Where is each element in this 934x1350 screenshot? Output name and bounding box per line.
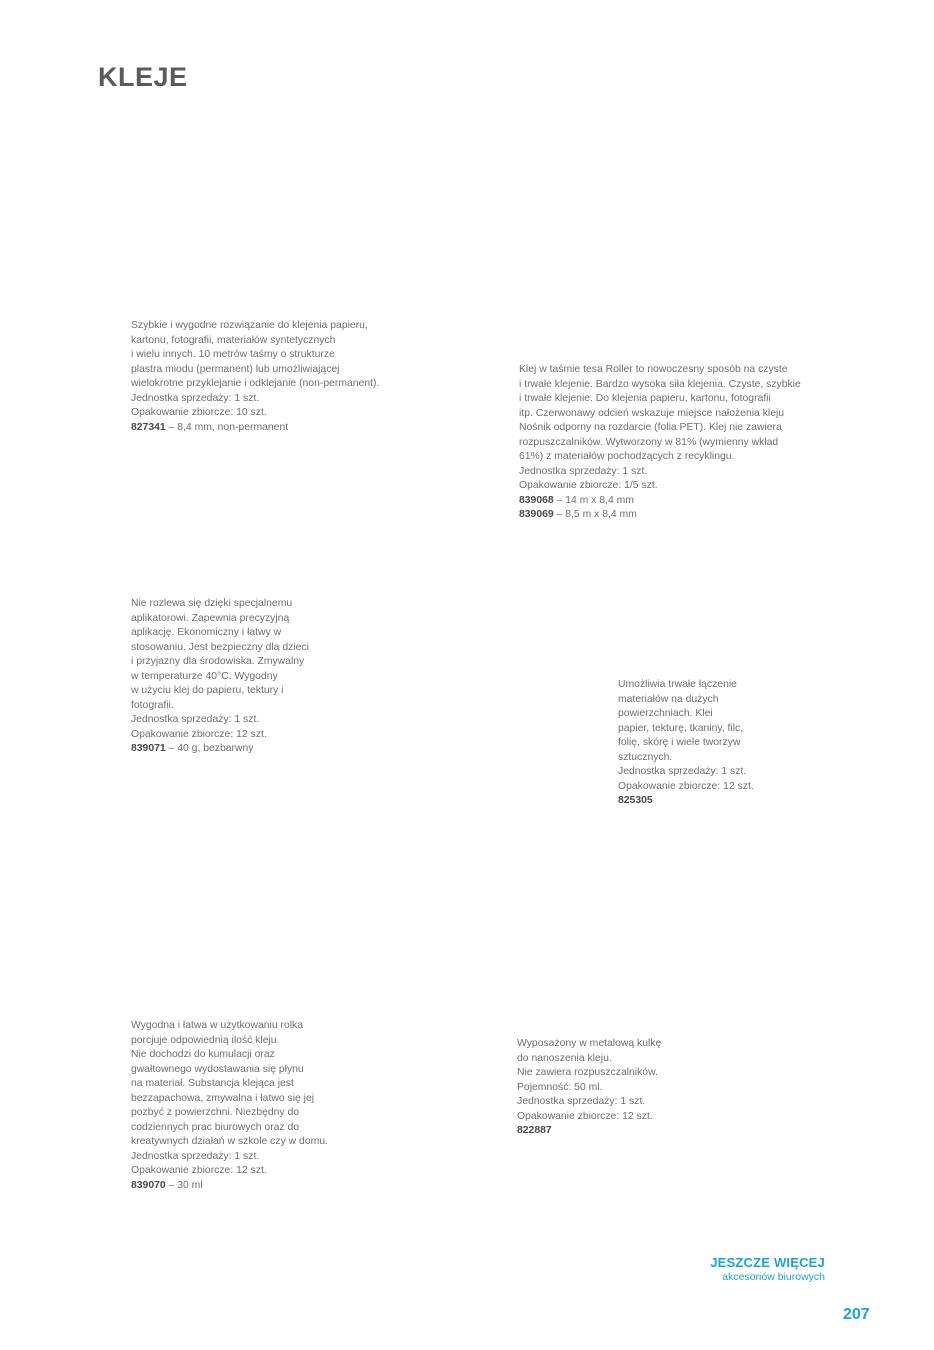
product-variant: [519, 508, 801, 523]
description-line: Opakowanie zbiorcze: 12 szt.: [517, 1110, 653, 1122]
description-line: wielokrotne przyklejanie i odklejanie (non-permanent).: [131, 378, 380, 389]
description-line: Nośnik odporny na rozdarcie (folia PET). Klej nie zawiera: [519, 422, 782, 433]
description-line: plastra miodu (permanent) lub umożliwiającej: [131, 363, 340, 375]
product-variant: [517, 1124, 661, 1139]
description-line: stosowaniu. Jest bezpieczny dla dzieci: [131, 641, 309, 653]
description-line: sztucznych.: [618, 751, 673, 763]
description-line: codziennych prac biurowych oraz do: [131, 1121, 300, 1133]
description-line: 61%) z materiałów pochodzących z recyklingu.: [519, 451, 735, 462]
promo-more-accessories[interactable]: [710, 1255, 825, 1283]
promo-subtitle: akcesoriów biurowych: [722, 1271, 825, 1283]
description-line: itp. Czerwonawy odcień wskazuje miejsce nałożenia kleju: [519, 407, 785, 419]
description-line: rozpuszczalników. Wytworzony w 81% (wymienny wkład: [519, 436, 779, 448]
description-line: kartonu, fotografii, materiałów syntetycznych: [131, 334, 336, 346]
variant-description: – 8,5 m x 8,4 mm: [553, 509, 637, 520]
description-line: Klej w taśmie tesa Roller to nowoczesny sposób na czyste: [519, 364, 788, 375]
description-line: aplikację. Ekonomiczny i łatwy w: [131, 627, 282, 638]
description-line: kreatywnych działań w szkole czy w domu.: [131, 1136, 328, 1147]
description-line: Opakowanie zbiorcze: 1/5 szt.: [519, 480, 658, 491]
description-line: w użyciu klej do papieru, tektury i: [131, 685, 284, 696]
description-line: Pojemność: 50 ml.: [517, 1081, 603, 1093]
description-line: Wygodna i łatwa w użytkowaniu rolka: [131, 1020, 304, 1031]
description-line: i wielu innych. 10 metrów taśmy o strukturze: [131, 349, 335, 360]
product-variant: [131, 742, 309, 757]
product-description: [131, 597, 309, 757]
product-description: [519, 363, 801, 523]
product-code: 822887: [517, 1125, 552, 1136]
description-line: do nanoszenia kleju.: [517, 1052, 612, 1064]
product-code: 825305: [618, 795, 653, 806]
variant-description: – 30 ml: [165, 1179, 203, 1191]
product-code: 827341: [131, 421, 166, 433]
variant-description: – 14 m x 8,4 mm: [553, 494, 634, 506]
description-line: gwałtownego wydostawania się płynu: [131, 1063, 304, 1075]
description-line: Szybkie i wygodne rozwiązanie do klejenia papieru,: [131, 320, 368, 331]
description-line: w temperaturze 40°C. Wygodny: [131, 670, 278, 682]
promo-title: JESZCZE WIĘCEJ: [710, 1255, 825, 1270]
product-code: 839070: [131, 1179, 166, 1191]
product-code: 839068: [519, 494, 554, 506]
description-line: Nie zawiera rozpuszczalników.: [517, 1067, 658, 1078]
description-line: pozbyć z powierzchni. Niezbędny do: [131, 1107, 300, 1118]
description-line: folię, skórę i wiele tworzyw: [618, 737, 741, 748]
description-line: i przyjazny dla środowiska. Zmywalny: [131, 656, 305, 667]
description-line: papier, tekturę, tkaniny, filc,: [618, 722, 744, 734]
page-number: 207: [843, 1306, 870, 1323]
description-line: i trwałe klejenie. Bardzo wysoka siła klejenia. Czyste, szybkie: [519, 378, 801, 390]
product-code: 839071: [131, 743, 166, 754]
description-line: materiałów na dużych: [618, 693, 719, 705]
description-line: Nie dochodzi do kumulacji oraz: [131, 1049, 275, 1060]
description-line: Jednostka sprzedaży: 1 szt.: [517, 1096, 646, 1107]
description-line: Opakowanie zbiorcze: 12 szt.: [131, 728, 267, 740]
description-line: Jednostka sprzedaży: 1 szt.: [131, 392, 260, 404]
page-title: KLEJE: [98, 62, 188, 92]
product-description: [517, 1037, 661, 1139]
description-line: porcjuje odpowiednią ilość kleju.: [131, 1034, 280, 1046]
product-description: [131, 1019, 328, 1193]
description-line: aplikatorowi. Zapewnia precyzyjną: [131, 612, 290, 624]
description-line: Nie rozlewa się dzięki specjalnemu: [131, 598, 293, 609]
product-variant: [131, 1179, 328, 1194]
description-line: Umożliwia trwałe łączenie: [618, 679, 737, 690]
description-line: Opakowanie zbiorcze: 12 szt.: [618, 780, 754, 792]
description-line: bezzapachowa, zmywalna i łatwo się jej: [131, 1092, 315, 1104]
description-line: na materiał. Substancja klejąca jest: [131, 1078, 294, 1089]
variant-description: – 8,4 mm, non-permanent: [165, 421, 289, 433]
product-variant: [618, 794, 754, 809]
description-line: powierzchniach. Klei: [618, 708, 713, 719]
product-description: [131, 319, 379, 435]
description-line: Wyposażony w metalową kulkę: [517, 1038, 662, 1049]
description-line: Jednostka sprzedaży: 1 szt.: [618, 766, 747, 777]
product-description: [618, 678, 754, 809]
description-line: Jednostka sprzedaży: 1 szt.: [131, 1150, 260, 1162]
description-line: i trwałe klejenie. Do klejenia papieru, kartonu, fotografii: [519, 393, 771, 404]
variant-description: – 40 g, bezbarwny: [165, 743, 254, 754]
product-variant: [519, 494, 801, 509]
description-line: Opakowanie zbiorcze: 12 szt.: [131, 1165, 267, 1176]
description-line: Opakowanie zbiorcze: 10 szt.: [131, 407, 267, 418]
product-variant: [131, 421, 379, 436]
product-code: 839069: [519, 509, 554, 520]
description-line: Jednostka sprzedaży: 1 szt.: [131, 714, 260, 725]
description-line: Jednostka sprzedaży: 1 szt.: [519, 465, 648, 477]
description-line: fotografii.: [131, 699, 174, 711]
